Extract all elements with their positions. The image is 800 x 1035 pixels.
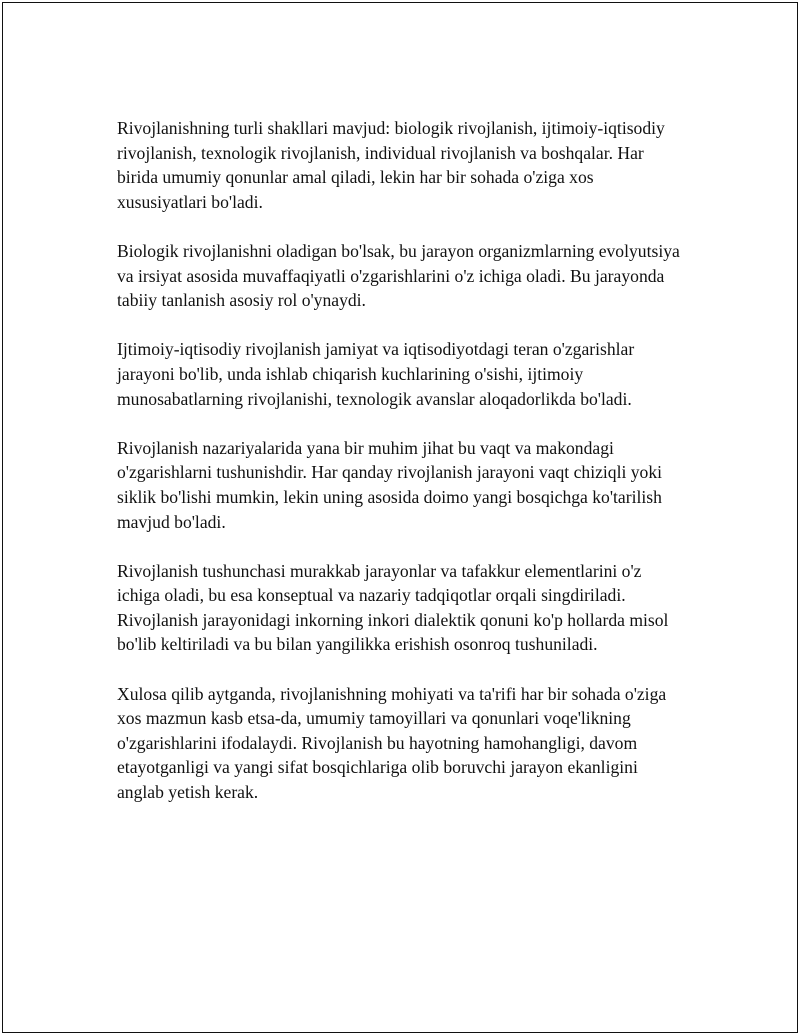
paragraph-5: Rivojlanish tushunchasi murakkab jarayonlar va tafakkur elementlarini o'z ichiga oladi, bu esa konseptual va nazariy tadqiqotlar orqali singdiriladi. Rivojlanish jarayonidagi inkorning inkori dialektik qonuni ko'p hollarda misol bo'lib keltiriladi va bu bilan yangilikka erishish osonroq tushuniladi. <box>117 560 669 655</box>
paragraph-3: Ijtimoiy-iqtisodiy rivojlanish jamiyat va iqtisodiyotdagi teran o'zgarishlar jarayoni bo'lib, unda ishlab chiqarish kuchlarining o'sishi, ijtimoiy munosabatlarning rivojlanishi, texnologik avanslar aloqadorlikda bo'ladi. <box>117 339 635 409</box>
paragraph-4: Rivojlanish nazariyalarida yana bir muhim jihat bu vaqt va makondagi o'zgarishlarni tushunishdir. Har qanday rivojlanish jarayoni vaqt chiziqli yoki siklik bo'lishi mumkin, lekin uning asosida doimo yangi bosqichga ko'tarilish mavjud bo'ladi. <box>117 437 663 532</box>
paragraph-6: Xulosa qilib aytganda, rivojlanishning mohiyati va ta'rifi har bir sohada o'ziga xos mazmun kasb etsa-da, umumiy tamoyillari va qonunlari voqe'likning o'zgarishlarini ifodalaydi. Rivojlanish bu hayotning hamohangligi, davom etayotganligi va yangi sifat bosqichlariga olib boruvchi jarayon ekanligini anglab yetish kerak. <box>117 683 667 803</box>
paragraph-1: Rivojlanishning turli shakllari mavjud: biologik rivojlanish, ijtimoiy-iqtisodiy rivojlanish, texnologik rivojlanish, individual rivojlanish va boshqalar. Har birida umumiy qonunlar amal qiladi, lekin har bir sohada o'ziga xos xususiyatlari bo'ladi. <box>117 118 665 212</box>
document-body <box>117 116 687 829</box>
paragraph-2: Biologik rivojlanishni oladigan bo'lsak, bu jarayon organizmlarning evolyutsiya va irsiyat asosida muvaffaqiyatli o'zgarishlarini o'z ichiga oladi. Bu jarayonda tabiiy tanlanish asosiy rol o'ynaydi. <box>117 240 680 311</box>
